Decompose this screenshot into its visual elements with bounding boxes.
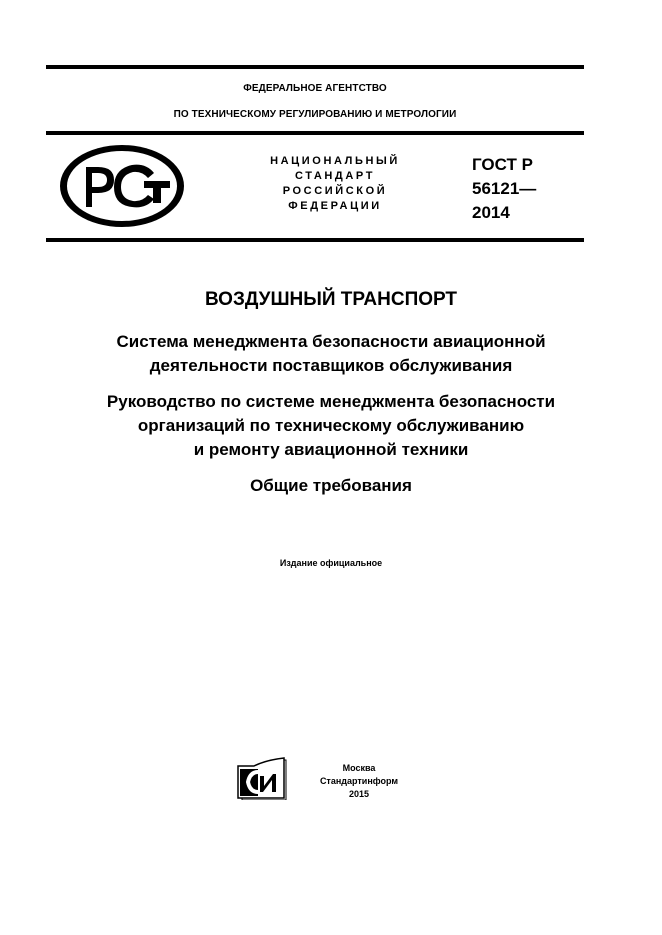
designation-line-2: 56121—: [472, 179, 537, 198]
designation-line-3: 2014: [472, 203, 510, 222]
top-rule: [46, 65, 584, 69]
standartinform-logo-icon: [236, 756, 288, 800]
document-subtitle-3: Общие требования: [250, 476, 412, 495]
document-main-title: ВОЗДУШНЫЙ ТРАНСПОРТ: [204, 289, 458, 310]
standard-type-line-1: НАЦИОНАЛЬНЫЙ: [270, 155, 400, 167]
subtitle-2-line-2: организаций по техническому обслуживанию: [137, 416, 525, 435]
edition-label: Издание официальное: [279, 558, 383, 568]
header-rule: [46, 131, 584, 135]
subtitle-2-line-1: Руководство по системе менеджмента безопасности: [106, 392, 556, 411]
rst-certification-mark-icon: [58, 143, 186, 229]
subtitle-1-line-1: Система менеджмента безопасности авиационной: [116, 332, 546, 351]
document-subtitle-1: [20, 330, 642, 378]
agency-name-line-2: ПО ТЕХНИЧЕСКОМУ РЕГУЛИРОВАНИЮ И МЕТРОЛОГИИ: [173, 109, 457, 120]
document-subtitle-2: [20, 390, 642, 462]
title-rule: [46, 238, 584, 242]
imprint-publisher: Стандартинформ: [319, 776, 399, 786]
imprint: [300, 762, 418, 801]
standard-designation: [472, 153, 536, 225]
imprint-year: 2015: [348, 789, 370, 799]
standard-type-line-2: СТАНДАРТ: [294, 170, 376, 182]
standard-type-label: [240, 154, 430, 214]
subtitle-1-line-2: деятельности поставщиков обслуживания: [149, 356, 513, 375]
subtitle-2-line-3: и ремонту авиационной техники: [193, 440, 469, 459]
designation-line-1: ГОСТ Р: [472, 155, 533, 174]
standard-type-line-3: РОССИЙСКОЙ: [282, 185, 388, 197]
agency-name-line-1: ФЕДЕРАЛЬНОЕ АГЕНТСТВО: [243, 83, 387, 94]
imprint-city: Москва: [342, 763, 376, 773]
standard-type-line-4: ФЕДЕРАЦИИ: [288, 200, 382, 212]
